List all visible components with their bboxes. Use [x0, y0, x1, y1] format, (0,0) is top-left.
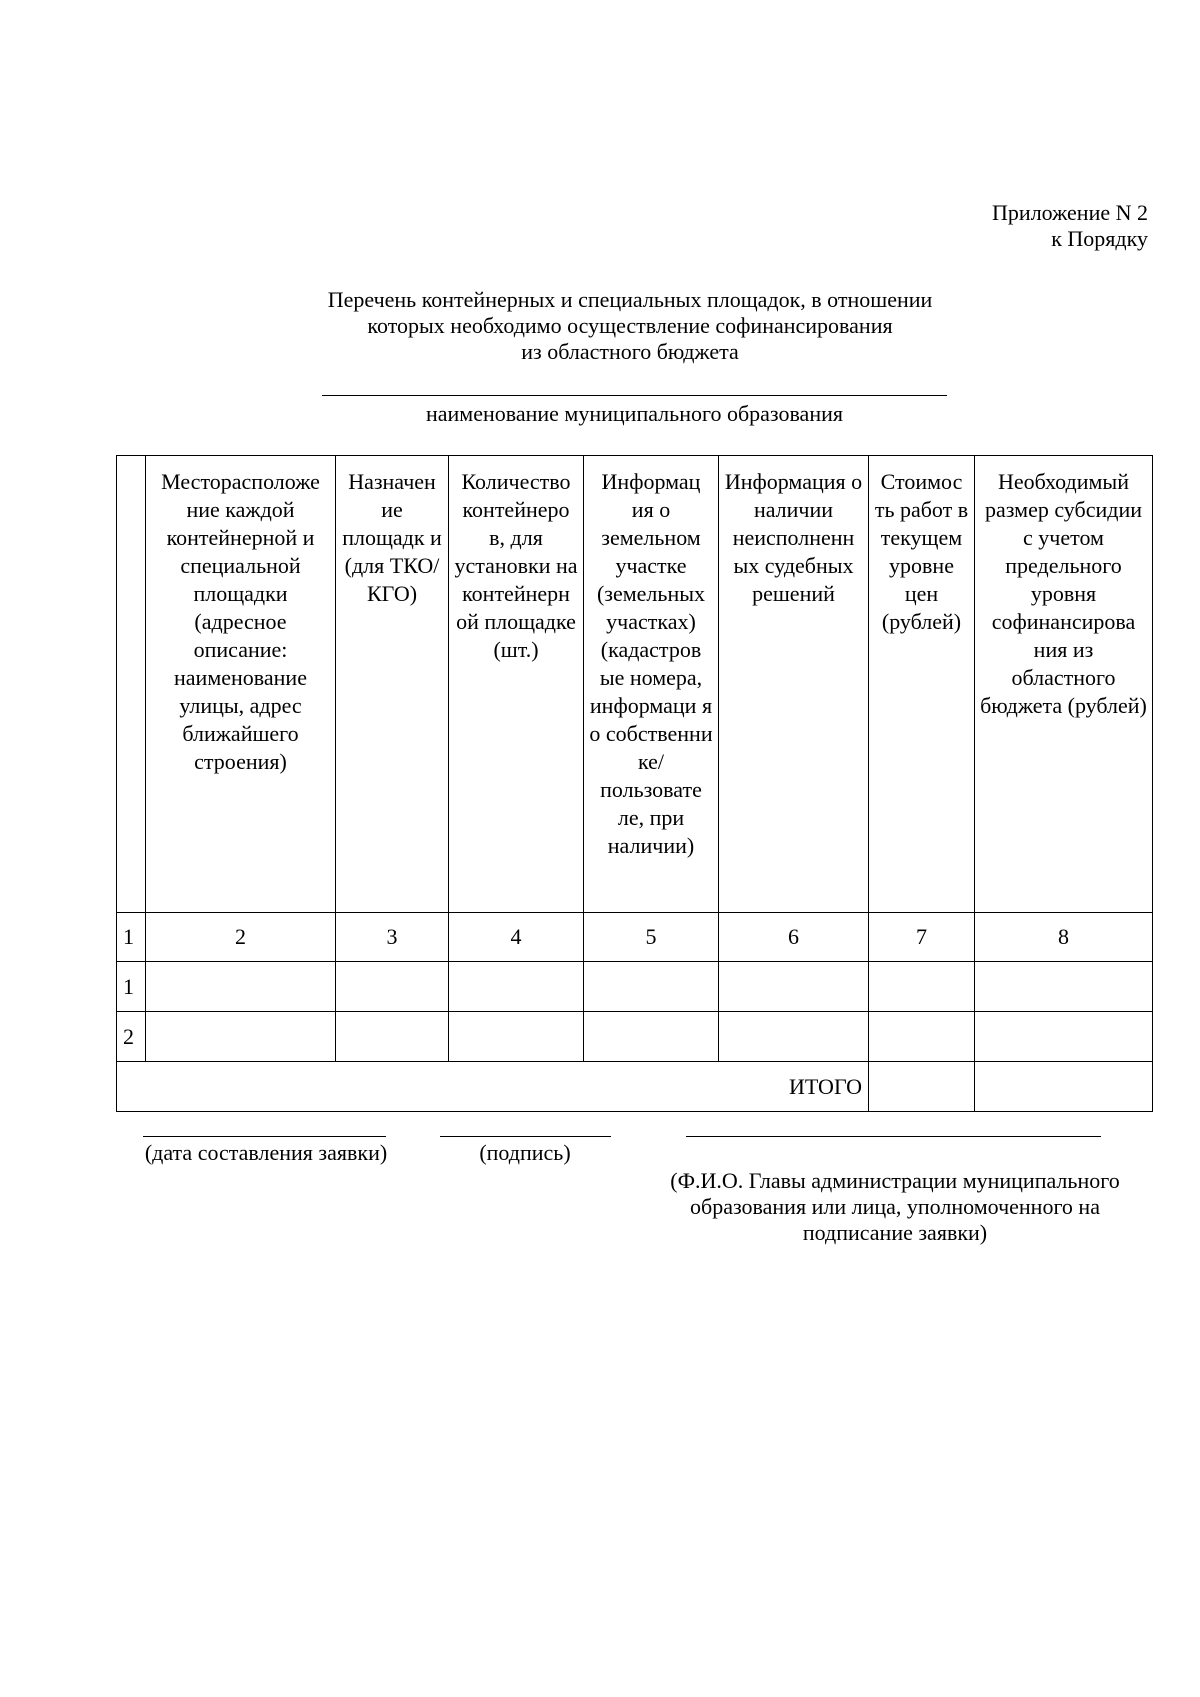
column-number: 3	[336, 913, 449, 962]
table-cell	[336, 962, 449, 1012]
fio-caption-line-1: (Ф.И.О. Главы администрации муниципального	[670, 1168, 1120, 1193]
total-label: ИТОГО	[117, 1062, 869, 1112]
column-number: 6	[719, 913, 869, 962]
table-cell	[449, 1012, 584, 1062]
document-title	[240, 287, 1020, 365]
municipality-blank-line	[322, 395, 947, 396]
header-cell-land-info: Информац ия о земельном участке (земельных участках) (кадастров ые номера, информаци я о собственни ке/ пользовате ле, при наличии)	[584, 456, 719, 913]
header-cell-location: Месторасположе ние каждой контейнерной и специальной площадки (адресное описание: наименование улицы, адрес ближайшего строения)	[146, 456, 336, 913]
column-number: 5	[584, 913, 719, 962]
row-index: 2	[117, 1012, 146, 1062]
date-caption: (дата составления заявки)	[144, 1140, 388, 1165]
total-cost-cell	[869, 1062, 975, 1112]
column-number: 2	[146, 913, 336, 962]
appendix-number: Приложение N 2	[992, 200, 1148, 225]
table-cell	[146, 1012, 336, 1062]
signature-line	[440, 1136, 611, 1137]
table-row	[117, 1012, 1153, 1062]
header-cell-purpose: Назначен ие площадк и (для ТКО/ КГО)	[336, 456, 449, 913]
column-number: 7	[869, 913, 975, 962]
column-number: 4	[449, 913, 584, 962]
column-number-row	[117, 913, 1153, 962]
table-row	[117, 962, 1153, 1012]
municipality-caption: наименование муниципального образования	[425, 401, 843, 426]
date-signature-line	[143, 1136, 386, 1137]
header-cell-cost: Стоимос ть работ в текущем уровне цен (рублей)	[869, 456, 975, 913]
table-cell	[869, 962, 975, 1012]
sites-table	[116, 455, 1153, 1112]
column-number: 1	[117, 913, 146, 962]
signature-caption: (подпись)	[479, 1140, 571, 1165]
table-cell	[719, 1012, 869, 1062]
table-cell	[449, 962, 584, 1012]
table-cell	[975, 962, 1153, 1012]
table-cell	[869, 1012, 975, 1062]
table-cell	[336, 1012, 449, 1062]
appendix-reference: к Порядку	[1051, 226, 1148, 251]
column-number: 8	[975, 913, 1153, 962]
table-cell	[719, 962, 869, 1012]
table-cell	[975, 1012, 1153, 1062]
title-line-3: из областного бюджета	[521, 339, 739, 364]
fio-caption-line-3: подписание заявки)	[802, 1220, 988, 1245]
total-subsidy-cell	[975, 1062, 1153, 1112]
fio-signature-line	[686, 1136, 1101, 1137]
fio-caption-line-2: образования или лица, уполномоченного на	[690, 1194, 1100, 1219]
title-line-1: Перечень контейнерных и специальных площадок, в отношении	[327, 287, 933, 312]
row-index: 1	[117, 962, 146, 1012]
table-cell	[584, 1012, 719, 1062]
header-cell-subsidy: Необходимый размер субсидии с учетом предельного уровня софинансирова ния из областного бюджета (рублей)	[975, 456, 1153, 913]
table-cell	[584, 962, 719, 1012]
header-cell-court-decisions: Информация о наличии неисполненн ых судебных решений	[719, 456, 869, 913]
table-cell	[146, 962, 336, 1012]
fio-caption	[630, 1168, 1160, 1246]
appendix-header	[992, 200, 1148, 252]
table-header-row	[117, 456, 1153, 913]
title-line-2: которых необходимо осуществление софинансирования	[367, 313, 893, 338]
header-cell-index	[117, 456, 146, 913]
header-cell-container-count: Количество контейнеро в, для установки на контейнерн ой площадке (шт.)	[449, 456, 584, 913]
total-row	[117, 1062, 1153, 1112]
